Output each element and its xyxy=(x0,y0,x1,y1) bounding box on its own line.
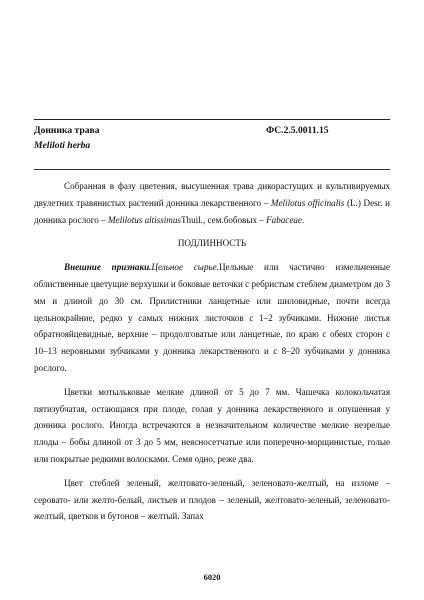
intro-paragraph xyxy=(34,178,390,228)
family-name: Fabaceae xyxy=(266,214,302,225)
page-number: 6020 xyxy=(203,573,221,582)
species-name-officinalis: Melilotus officinalis xyxy=(270,197,345,208)
intro-text-2: (L.) Desr. и донника рослого – xyxy=(34,197,390,225)
monograph-latin-title: Meliloti herba xyxy=(34,140,91,151)
monograph-title: Донника трава xyxy=(34,125,100,136)
monograph-code: ФС.2.5.0011.15 xyxy=(266,125,329,136)
header-top-rule xyxy=(34,119,390,120)
intro-text-4: . xyxy=(301,214,305,225)
whole-raw-material-label: Цельное сырье. xyxy=(151,262,219,273)
intro-text-3: Thuil., сем.бобовых – xyxy=(180,214,267,225)
intro-text-1: Собранная в фазу цветения, высушенная трава дикорастущих и культивируемых двулетних травянистых растений донника лекарственного – xyxy=(34,181,390,208)
header-bottom-rule xyxy=(34,169,390,170)
flowers-paragraph: Цветки мотыльковые мелкие длиной от 5 до 7 мм. Чашечка колокольчатая пятизубчатая, остающаяся при плоде, голая у донника лекарственного и опушенная у донника рослого. Иногда встречаются в незначительном количестве мелкие незрелые плоды – бобы длиной от 3 до 5 мм, неясносетчатые или поперечно-морщинистые, голые или покрытые редкими волосками. Семя одно, реже два. xyxy=(34,386,390,464)
document-body xyxy=(34,178,390,525)
color-paragraph: Цвет стеблей зеленый, желтовато-зеленый, зеленовато-желтый, на изломе – серовато- или желто-белый, листьев и плодов – зеленый, желтовато-зеленый, зеленовато-желтый, цветков и бутонов – желтый. Запах xyxy=(34,477,390,522)
external-signs-text: Цельные или частично измельченные облиственные цветущие верхушки и боковые веточки с ребристым стеблем диаметром до 3 мм и длиной до 30 см. Прилистники ланцетные или шиловидные, почти всегда цельнокрайние, редко у самых нижних листочков с 1–2 зубчиками. Нижние листья обратнояйцевидные, верхние – продолговатые или ланцетные, по краю с обеих сторон с 10–13 неровными зубчиками у донника лекарственного и с 8–20 зубчиками у донника рослого. xyxy=(34,262,390,373)
species-name-altissimus: Melilotus altissimus xyxy=(107,214,181,225)
external-signs-paragraph xyxy=(34,259,390,377)
section-title-authenticity: ПОДЛИННОСТЬ xyxy=(177,238,247,249)
external-signs-label: Внешние признаки. xyxy=(64,262,152,273)
